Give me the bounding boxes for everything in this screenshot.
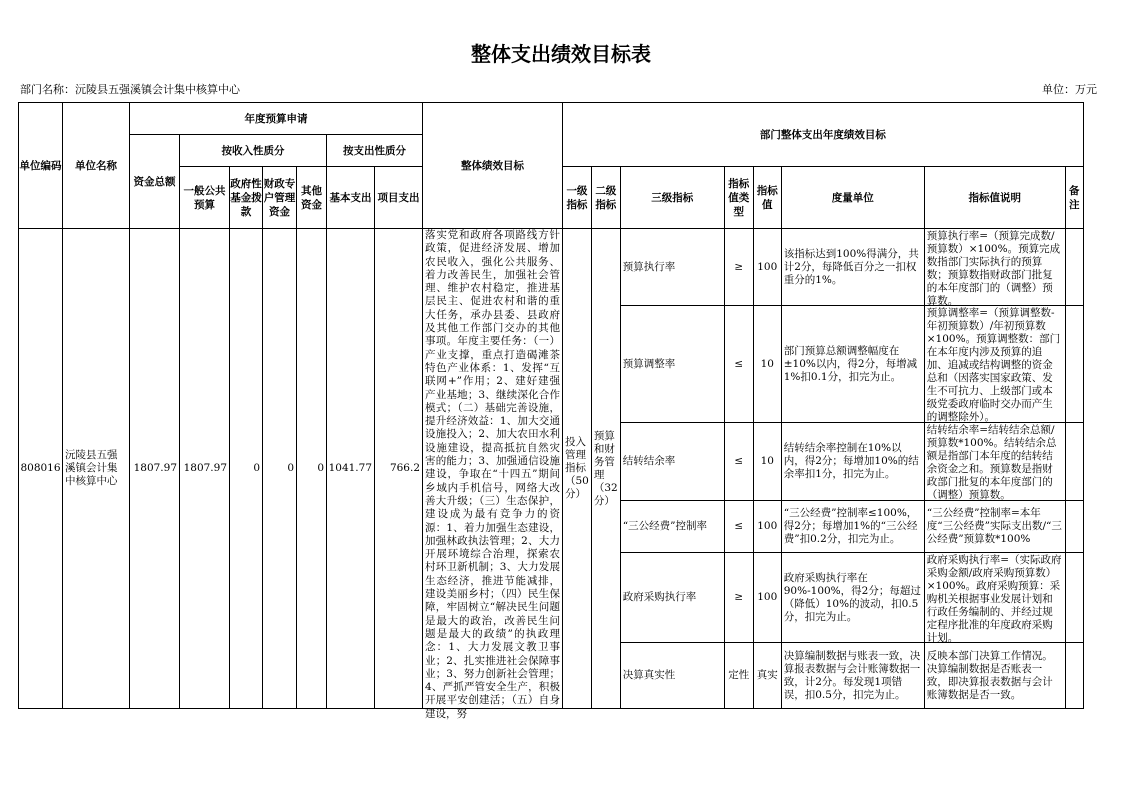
remark-cell: [1065, 643, 1083, 709]
indicator-name: 预算调整率: [620, 306, 724, 423]
indicator-name: 结转结余率: [620, 423, 724, 501]
header-measure: 度量单位: [781, 167, 924, 229]
header-remark: 备注: [1065, 167, 1083, 229]
header-value-type: 指标值类型: [724, 167, 753, 229]
indicator-name: “三公经费”控制率: [620, 501, 724, 553]
indicator-value: 100: [753, 229, 781, 306]
header-special-fund: 财政专户管理资金: [263, 167, 297, 229]
indicator-measure: “三公经费”控制率≤100%，得2分；每增加1%的“三公经费”扣0.2分，扣完为止。: [783, 507, 918, 545]
header-general-budget: 一般公共预算: [180, 167, 230, 229]
indicator-desc: 结转结余率=结转结余总额/预算数*100%。结转结余总额是指部门本年度的结转结余资金之和。预算数是指财政部门批复的本年度部门的（调整）预算数。: [926, 423, 1057, 501]
indicator-measure-cell: [781, 501, 924, 553]
indicator-type: ≥: [724, 229, 753, 306]
level1-cell: 投入管理指标（50分）: [563, 229, 592, 709]
basic-expense-cell: 1041.77: [327, 229, 375, 709]
performance-table: [18, 102, 1084, 720]
indicator-value: 100: [753, 553, 781, 643]
header-dept-goal: 部门整体支出年度绩效目标: [563, 103, 1084, 167]
indicator-desc: 预算执行率=（预算完成数/预算数）×100%。预算完成数指部门实际执行的预算数；预算数指财政部门批复的本年度部门的（调整）预算数。: [926, 229, 1061, 307]
indicator-measure-cell: [781, 423, 924, 501]
indicator-desc-cell: [924, 553, 1065, 643]
remark-cell: [1065, 229, 1083, 306]
indicator-desc-cell: [924, 501, 1065, 553]
header-level2: 二级指标: [591, 167, 620, 229]
indicator-measure: 该指标达到100%得满分，共计2分，每降低百分之一扣权重分的1%。: [783, 247, 919, 286]
header-desc: 指标值说明: [924, 167, 1065, 229]
indicator-name: 预算执行率: [620, 229, 724, 306]
header-annual-budget: 年度预算申请: [130, 103, 423, 135]
indicator-type: ≤: [724, 306, 753, 423]
indicator-desc: 反映本部门决算工作情况。决算编制数据是否账表一致，即决算报表数据与会计账簿数据是否一致。: [926, 649, 1053, 701]
indicator-type: 定性: [724, 643, 753, 709]
remark-cell: [1065, 306, 1083, 423]
indicator-desc: 政府采购执行率=（实际政府采购金额/政府采购预算数）×100%。政府采购预算：采购机关根据事业发展计划和行政任务编制的、并经过规定程序批准的年度政府采购计划。: [926, 553, 1062, 644]
header-by-income: 按收入性质分: [180, 135, 327, 167]
overall-goal-text: 落实党和政府各项路线方针政策，促进经济发展、增加农民收入，强化公共服务、着力改善民生，加强社会管理、维护农村稳定，推进基层民主、促进农村和谐的重大任务，承办县委、县政府及其他工作部门交办的其他事项。年度主要任务：（一）产业支撑，重点打造碣滩茶特色产业体系：1、发挥“互联网+”作用；2、建好建强产业基地；3、继续深化合作模式；（二）基础完善设施，提升经济效益：1、加大交通设施投入；2、加大农田水利设施建设，提高抵抗自然灾害的能力；3、加强通信设施建设，争取在“十四五”期间乡域内手机信号，网络大改善大升级；（三）生态保护，建设成为最有竞争力的资源：1、着力加强生态建设，加强林政执法管理；2、大力开展环境综合治理，探索农村环卫新机制；3、大力发展生态经济，推进节能减排，建设美丽乡村；（四）民生保障，牢固树立“解决民生问题是最大的政治，改善民生问题是最大的政绩”的执政理念：1、大力发展文教卫事业；2、扎实推进社会保障事业；3、努力创新社会管理；4、严抓严管安全生产，积极开展平安创建活；（五）自身建设，努: [425, 229, 560, 720]
indicator-desc-cell: [924, 423, 1065, 501]
overall-goal-cell: [423, 229, 563, 720]
header-value: 指标值: [753, 167, 781, 229]
indicator-measure: 决算编制数据与账表一致，决算报表数据与会计账簿数据一致，计2分。每发现1项错误，扣0.5分，扣完为止。: [783, 649, 921, 701]
header-overall-goal: 整体绩效目标: [423, 103, 563, 229]
indicator-value: 10: [753, 423, 781, 501]
header-other-fund: 其他资金: [297, 167, 327, 229]
indicator-type: ≥: [724, 553, 753, 643]
indicator-desc: 预算调整率=（预算调整数-年初预算数）/年初预算数×100%。预算调整数：部门在本年度内涉及预算的追加、追减或结构调整的资金总和（因落实国家政策、发生不可抗力、上级部门或本级党委政府临时交办而产生的调整除外）。: [926, 306, 1061, 423]
header-total-funds: 资金总额: [130, 135, 180, 229]
level2-cell: 预算和财务管理（32分）: [591, 229, 620, 709]
gov-fund-cell: 0: [230, 229, 263, 709]
remark-cell: [1065, 501, 1083, 553]
header-level1: 一级指标: [563, 167, 592, 229]
general-budget-cell: 1807.97: [180, 229, 230, 709]
currency-unit: 单位：万元: [1042, 83, 1097, 96]
remark-cell: [1065, 423, 1083, 501]
header-by-expense: 按支出性质分: [327, 135, 423, 167]
indicator-name: 政府采购执行率: [620, 553, 724, 643]
project-expense-cell: 766.2: [375, 229, 423, 709]
unit-name-cell: 沅陵县五强溪镇会计集中核算中心: [63, 229, 130, 709]
indicator-name: 决算真实性: [620, 643, 724, 709]
header-level3: 三级指标: [620, 167, 724, 229]
indicator-type: ≤: [724, 501, 753, 553]
header-unit-code: 单位编码: [19, 103, 63, 229]
indicator-measure: 结转结余率控制在10%以内，得2分；每增加10%的结余率扣1分，扣完为止。: [783, 442, 919, 480]
department-name: 部门名称：沅陵县五强溪镇会计集中核算中心: [20, 83, 240, 96]
other-fund-cell: 0: [297, 229, 327, 709]
indicator-measure-cell: [781, 643, 924, 709]
indicator-desc-cell: [924, 643, 1065, 709]
unit-code-cell: 808016: [19, 229, 63, 709]
indicator-measure-cell: [781, 306, 924, 423]
remark-cell: [1065, 553, 1083, 643]
indicator-measure: 部门预算总额调整幅度在±10%以内，得2分，每增减1%扣0.1分，扣完为止。: [783, 344, 918, 383]
header-basic-expense: 基本支出: [327, 167, 375, 229]
header-project-expense: 项目支出: [375, 167, 423, 229]
indicator-desc: “三公经费”控制率=本年度“三公经费”实际支出数/“三公经费”预算数*100%: [926, 507, 1062, 545]
indicator-measure: 政府采购执行率在90%-100%，得2分；每超过（降低）10%的波动，扣0.5分，扣完为止。: [783, 571, 921, 623]
header-unit-name: 单位名称: [63, 103, 130, 229]
indicator-value: 100: [753, 501, 781, 553]
page-title: 整体支出绩效目标表: [471, 42, 651, 66]
header-gov-fund: 政府性基金拨款: [230, 167, 263, 229]
indicator-desc-cell: [924, 306, 1065, 423]
indicator-value: 真实: [753, 643, 781, 709]
indicator-value: 10: [753, 306, 781, 423]
total-funds-cell: 1807.97: [130, 229, 180, 709]
indicator-measure-cell: [781, 229, 924, 306]
indicator-measure-cell: [781, 553, 924, 643]
indicator-type: ≤: [724, 423, 753, 501]
indicator-desc-cell: [924, 229, 1065, 306]
special-fund-cell: 0: [263, 229, 297, 709]
